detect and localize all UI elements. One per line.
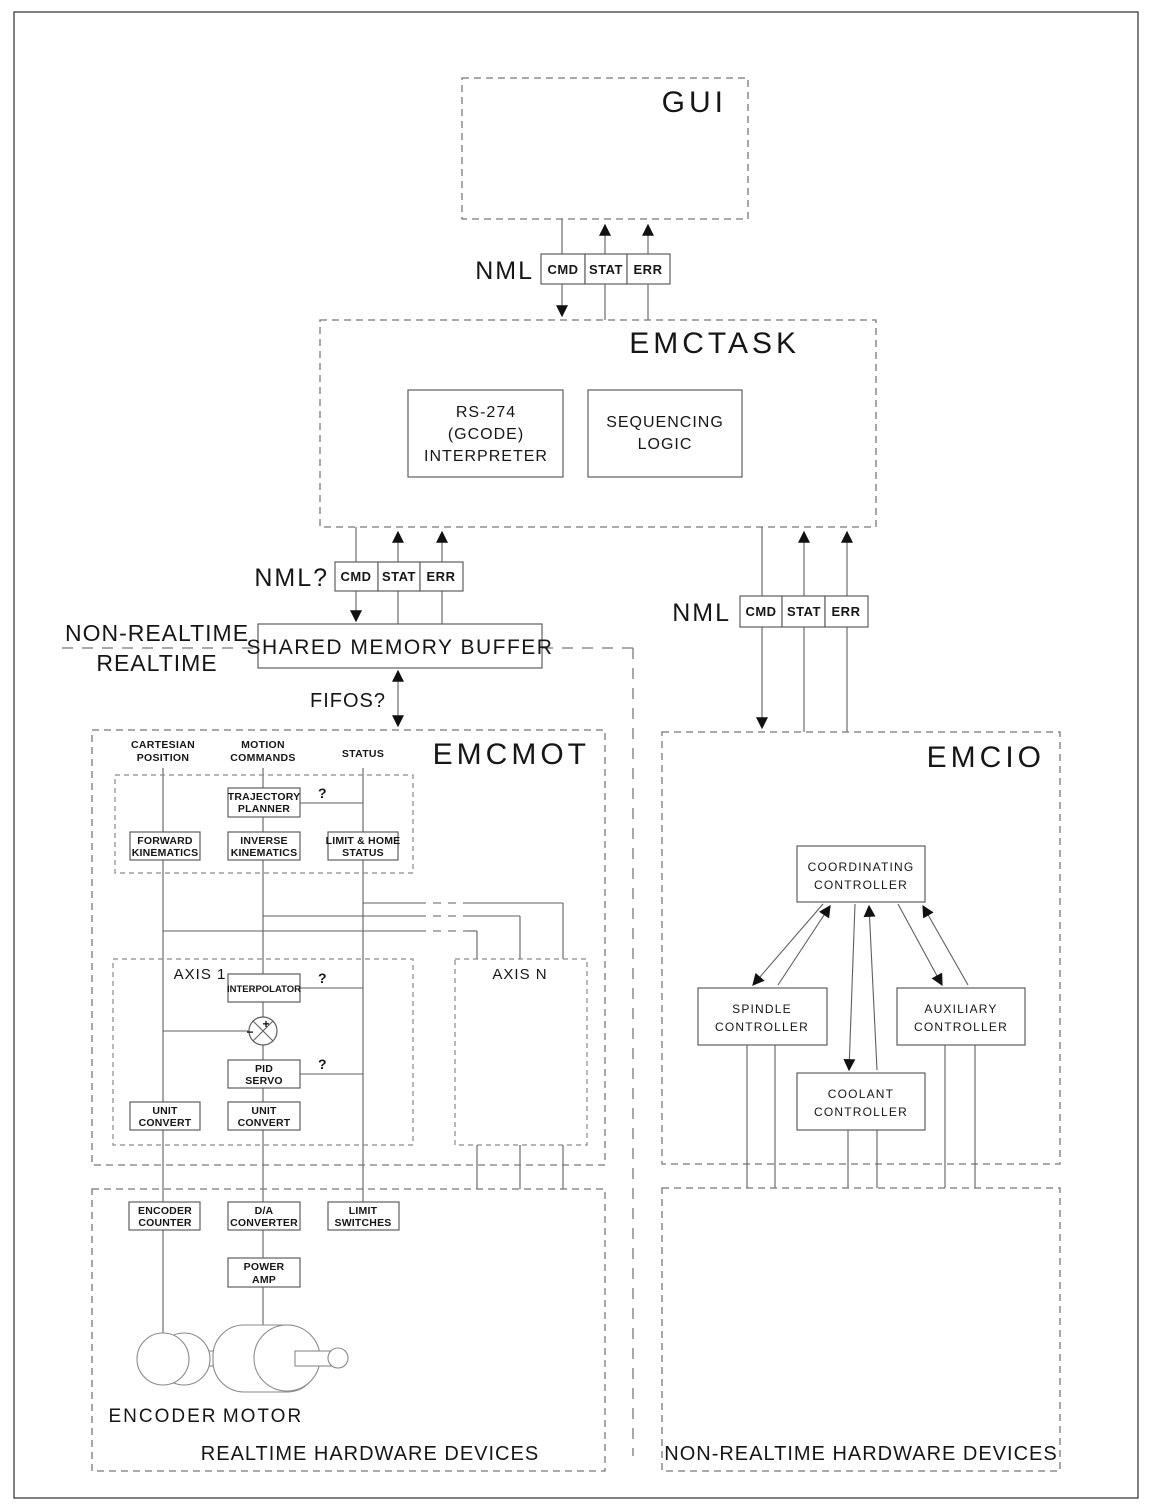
pid-servo-line2: SERVO xyxy=(245,1075,283,1087)
realtime-label: REALTIME xyxy=(96,650,218,676)
emcmot-box xyxy=(92,730,605,1165)
nml-top xyxy=(475,254,670,285)
nml-right-cmd: CMD xyxy=(745,604,777,619)
limit-home-status-line2: STATUS xyxy=(342,847,384,859)
spindle-controller-box xyxy=(698,988,827,1045)
encoder-counter-line1: ENCODER xyxy=(138,1205,192,1217)
nml-left-err: ERR xyxy=(426,569,456,584)
nml-left xyxy=(254,562,463,592)
gui-title: GUI xyxy=(661,86,727,119)
gcode-interpreter-line1: RS-274 xyxy=(455,404,517,421)
nonrealtime-hardware-section xyxy=(662,1188,1060,1471)
coolant-controller-line2: CONTROLLER xyxy=(813,1105,909,1119)
auxiliary-controller-line1: AUXILIARY xyxy=(924,1002,998,1016)
encoder-counter-line2: COUNTER xyxy=(138,1217,192,1229)
shared-memory-buffer xyxy=(247,624,554,668)
encoder-label: ENCODER xyxy=(108,1406,218,1427)
pid-question: ? xyxy=(318,1056,327,1072)
axisn-label: AXIS N xyxy=(492,966,548,983)
nml-top-cmd: CMD xyxy=(547,262,579,277)
nml-right-err: ERR xyxy=(831,604,861,619)
sequencing-logic-box xyxy=(588,390,742,477)
motor-label: MOTOR xyxy=(222,1406,304,1427)
summing-minus-sign: − xyxy=(246,1025,254,1039)
shared-memory-buffer-label: SHARED MEMORY BUFFER xyxy=(246,636,554,659)
limit-home-status-line1: LIMIT & HOME xyxy=(325,835,401,847)
forward-kinematics-line1: FORWARD xyxy=(137,835,193,847)
coolant-controller-box xyxy=(797,1073,925,1130)
pid-servo-line1: PID xyxy=(254,1063,274,1075)
nml-left-label: NML? xyxy=(254,564,329,592)
trajectory-planner-line1: TRAJECTORY xyxy=(227,791,301,803)
nml-top-stat: STAT xyxy=(588,262,624,277)
trajectory-planner-line2: PLANNER xyxy=(237,803,291,815)
nml-right-wires xyxy=(762,527,847,732)
emcio-section xyxy=(662,732,1060,1188)
emcmot-section xyxy=(92,730,605,1333)
sequencing-logic-line2: LOGIC xyxy=(637,436,693,453)
realtime-hardware-label: REALTIME HARDWARE DEVICES xyxy=(200,1443,540,1465)
coordinating-controller-line1: COORDINATING xyxy=(807,860,915,874)
da-converter-line1: D/A xyxy=(254,1205,274,1217)
nml-right-stat: STAT xyxy=(786,604,822,619)
unit-convert-b-line1: UNIT xyxy=(251,1105,277,1117)
non-realtime-label: NON-REALTIME xyxy=(64,620,250,646)
nml-top-label: NML xyxy=(475,257,534,285)
coolant-to-coord-arrow xyxy=(869,906,877,1070)
axis1-label: AXIS 1 xyxy=(173,966,227,983)
unit-convert-b-line2: CONVERT xyxy=(237,1117,291,1129)
power-amp-line1: POWER xyxy=(243,1261,285,1273)
emcmot-title: EMCMOT xyxy=(432,738,590,771)
unit-convert-a-line2: CONVERT xyxy=(138,1117,192,1129)
emcio-title: EMCIO xyxy=(926,741,1045,774)
coord-to-aux-arrow xyxy=(898,904,942,985)
nml-right-label: NML xyxy=(672,599,731,627)
interpolator-question: ? xyxy=(318,970,327,986)
motor-shaft-end xyxy=(328,1348,348,1368)
emctask-title: EMCTASK xyxy=(629,327,800,360)
interpolator-label: INTERPOLATOR xyxy=(226,984,302,995)
status-header: STATUS xyxy=(341,748,385,760)
encoder-motor-drawing xyxy=(137,1325,348,1392)
spindle-controller-line2: CONTROLLER xyxy=(714,1020,810,1034)
limit-switches-line1: LIMIT xyxy=(348,1205,378,1217)
aux-to-coord-arrow xyxy=(923,906,968,985)
cartesian-header-line2: POSITION xyxy=(136,752,190,764)
question-connectors xyxy=(300,785,363,1074)
inverse-kinematics-line1: INVERSE xyxy=(240,835,288,847)
summing-plus-sign: + xyxy=(262,1017,270,1031)
gcode-interpreter-line3: INTERPRETER xyxy=(424,448,548,465)
fifos-link xyxy=(310,671,398,726)
motion-header-line2: COMMANDS xyxy=(230,752,296,764)
nonrealtime-hardware-label: NON-REALTIME HARDWARE DEVICES xyxy=(664,1443,1058,1465)
auxiliary-controller-line2: CONTROLLER xyxy=(913,1020,1009,1034)
inverse-kinematics-line2: KINEMATICS xyxy=(230,847,298,859)
sequencing-logic-line1: SEQUENCING xyxy=(606,414,724,431)
axisn-box xyxy=(455,959,587,1145)
spindle-controller-line1: SPINDLE xyxy=(732,1002,792,1016)
nml-left-stat: STAT xyxy=(381,569,417,584)
nonrealtime-hardware-box xyxy=(662,1188,1060,1471)
coord-to-coolant-arrow xyxy=(849,904,855,1070)
da-converter-line2: CONVERTER xyxy=(230,1217,298,1229)
gui-section xyxy=(462,78,748,219)
spindle-to-coord-arrow xyxy=(778,906,830,985)
gcode-interpreter-line2: (GCODE) xyxy=(447,426,525,443)
motion-header-line1: MOTION xyxy=(241,739,285,751)
encoder-body-front xyxy=(137,1333,189,1385)
auxiliary-controller-box xyxy=(897,988,1025,1045)
unit-convert-a-line1: UNIT xyxy=(152,1105,178,1117)
trajectory-question: ? xyxy=(318,785,327,801)
realtime-hardware-section xyxy=(92,1189,605,1471)
coolant-controller-line1: COOLANT xyxy=(827,1087,895,1101)
nml-right xyxy=(672,596,868,627)
coord-to-spindle-arrow xyxy=(753,904,823,985)
fifos-label: FIFOS? xyxy=(309,690,386,712)
forward-kinematics-line2: KINEMATICS xyxy=(131,847,199,859)
nml-top-err: ERR xyxy=(633,262,663,277)
realtime-hardware-box xyxy=(92,1189,605,1471)
power-amp-line2: AMP xyxy=(252,1274,276,1286)
coordinating-controller-line2: CONTROLLER xyxy=(813,878,909,892)
cartesian-header-line1: CARTESIAN xyxy=(131,739,195,751)
limit-switches-line2: SWITCHES xyxy=(334,1217,392,1229)
nml-left-cmd: CMD xyxy=(340,569,372,584)
emctask-section xyxy=(320,320,876,527)
coordinating-controller-box xyxy=(797,846,925,902)
